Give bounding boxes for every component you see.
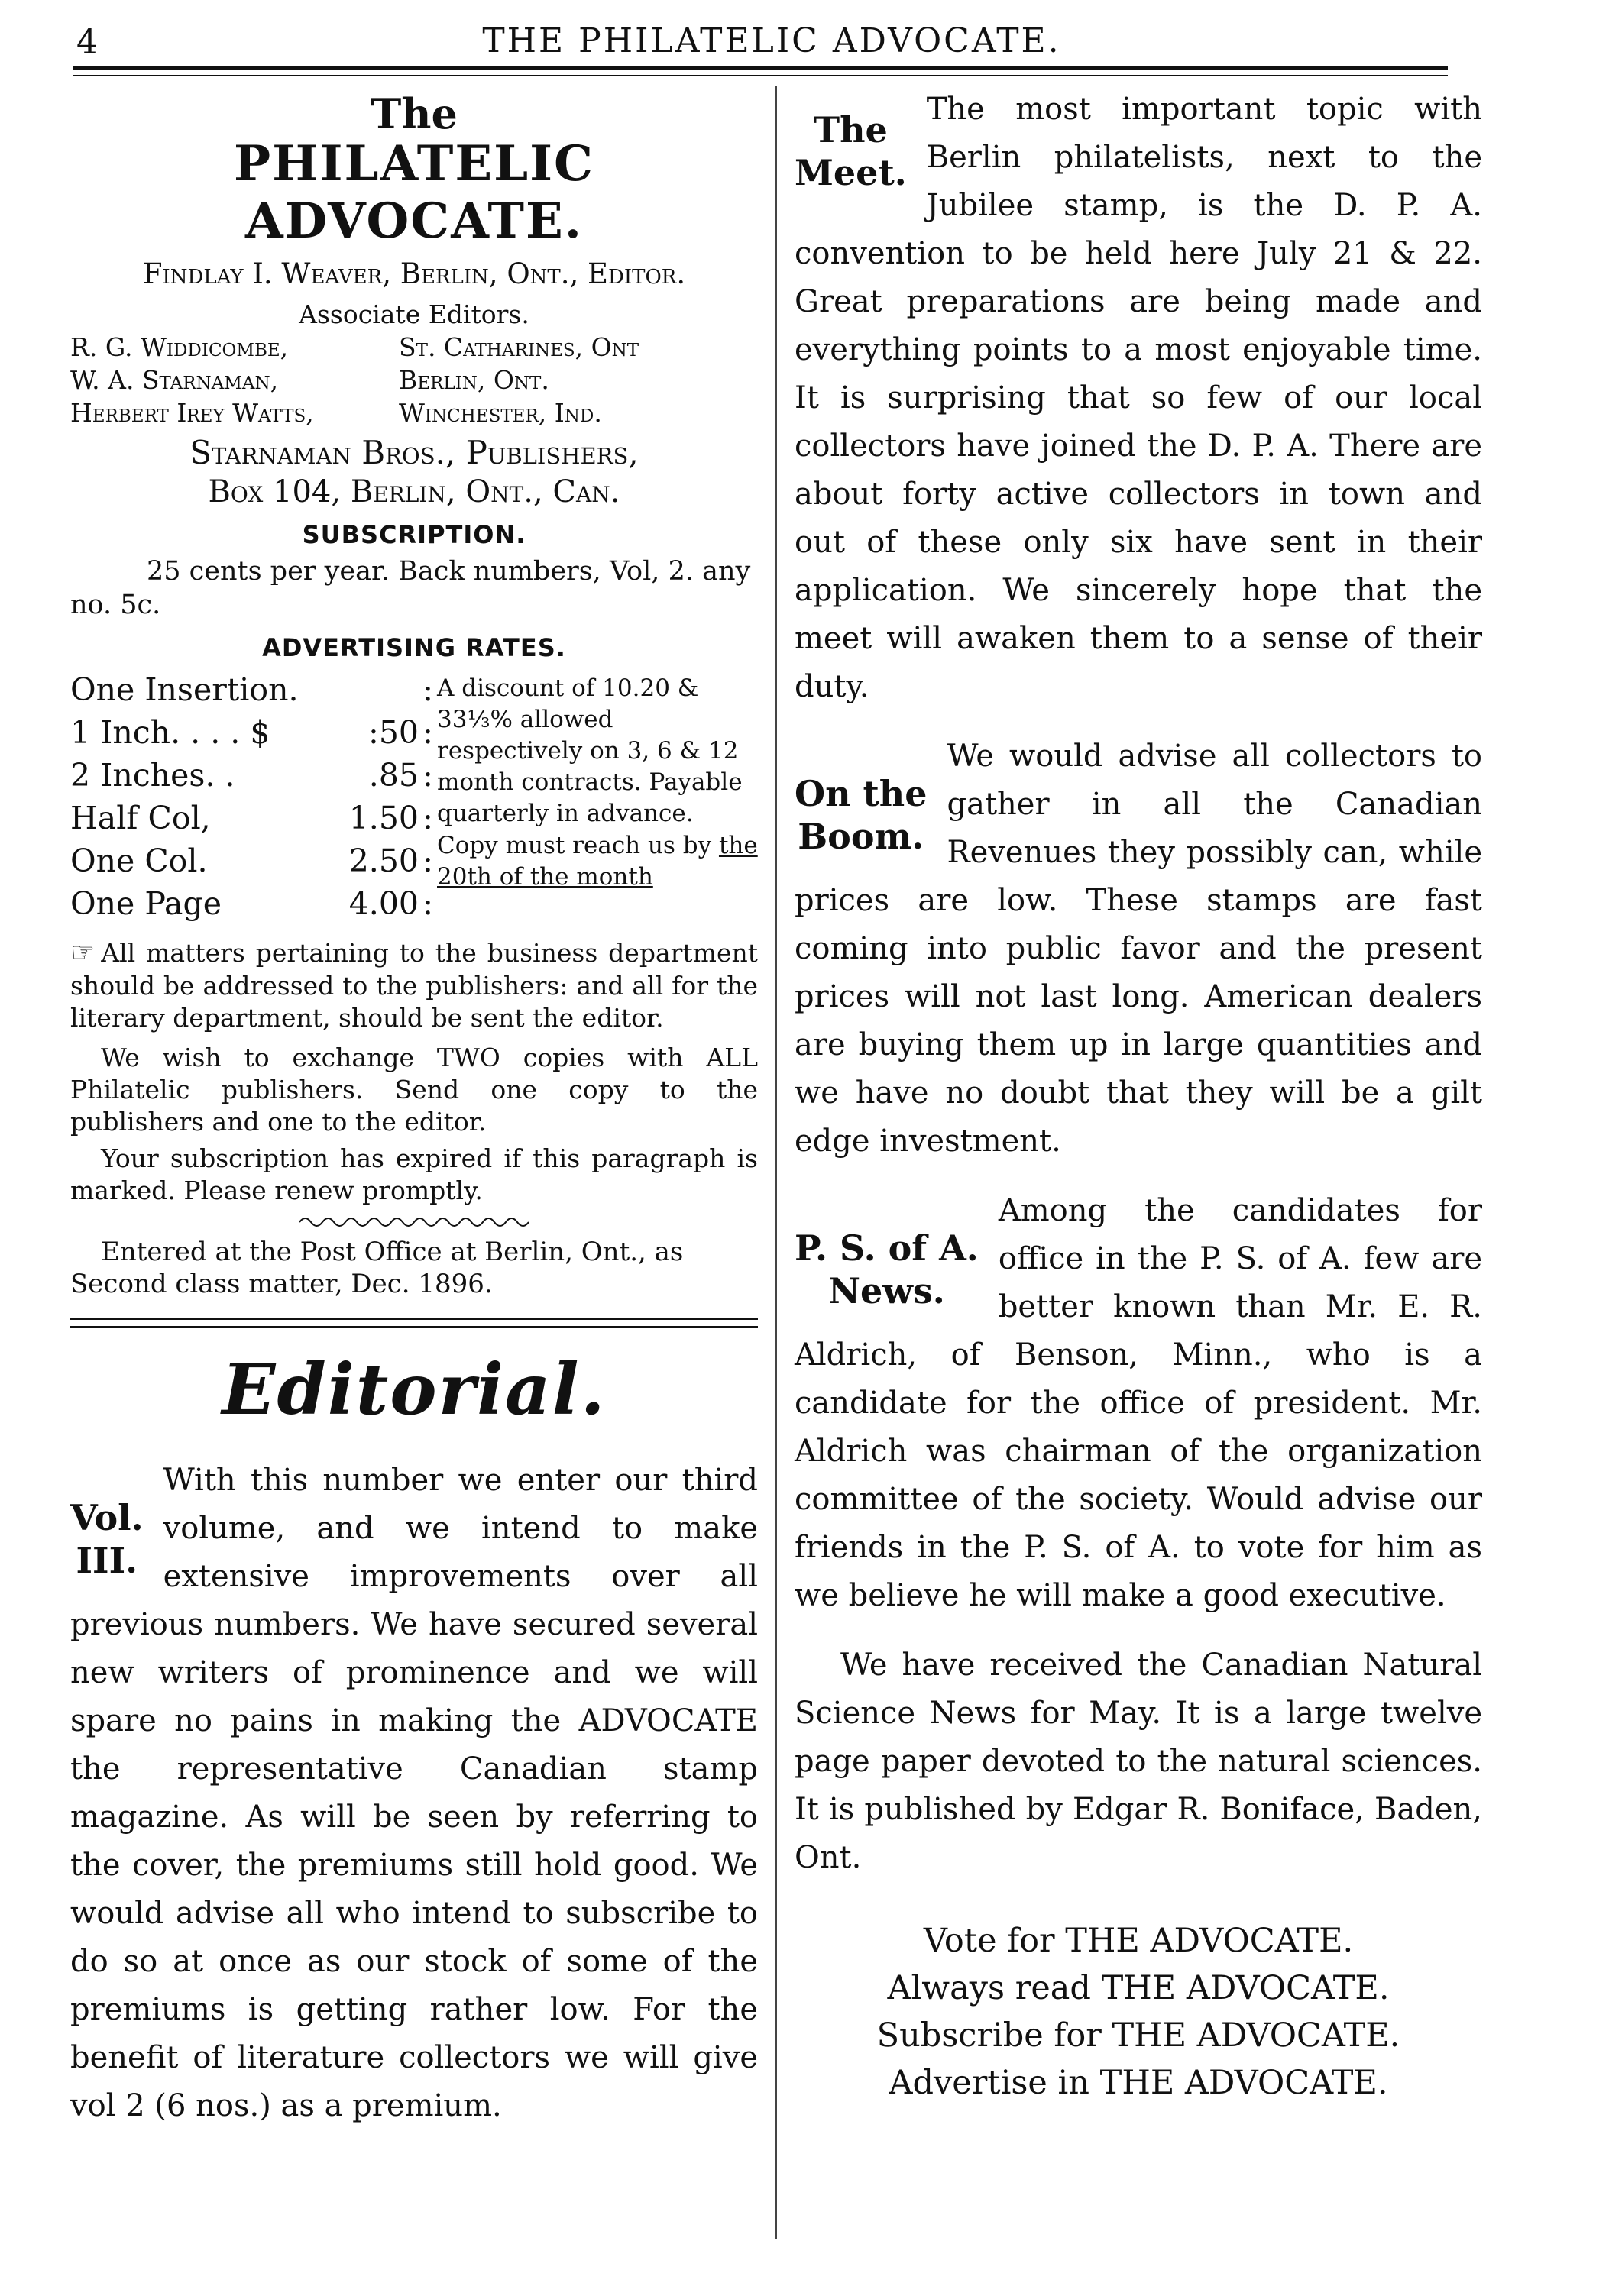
associate-place: Winchester, Ind. <box>399 398 602 428</box>
vote-line: Advertise in THE ADVOCATE. <box>889 2064 1388 2102</box>
running-title: THE PHILATELIC ADVOCATE. <box>482 21 1061 60</box>
associate-place: St. Catharines, Ont <box>399 332 639 362</box>
associate-name: R. G. Widdicombe, <box>70 332 289 362</box>
rate-row <box>70 882 437 925</box>
vote-line: Always read THE ADVOCATE. <box>887 1969 1390 2007</box>
rate-row <box>70 754 437 797</box>
business-notice-text: All matters pertaining to the business department should be addressed to the publishers: and all for the literary department, should be sent the editor. <box>70 937 758 1033</box>
associate-place: Berlin, Ont. <box>399 365 549 395</box>
associate-row <box>70 365 758 395</box>
entered-notice: Entered at the Post Office at Berlin, Ont., as Second class matter, Dec. 1896. <box>70 1236 684 1300</box>
masthead-the: The <box>371 89 458 138</box>
psa-text: Among the candidates for office in the P. S. of A. few are better known than Mr. E. R. Aldrich, of Benson, Minn., who is a candidate for the office of president. Mr. Aldrich was chairman of the organization committee of the society. Would advise our friends in the P. S. of A. to vote for him as we believe he will make a good executive. <box>795 1193 1482 1613</box>
side-heading-line: P. S. of A. <box>795 1227 979 1269</box>
publishers-line: Starnaman Bros., Publishers, <box>189 434 639 471</box>
rate-label: Half Col, <box>70 799 211 836</box>
rate-row <box>70 668 437 711</box>
editorial-text: With this number we enter our third volume, and we intend to make extensive improvements over all previous numbers. We have secured several new writers of prominence and we will spare no pains in making the ADVOCATE the representative Canadian stamp magazine. As will be seen by referring to the cover, the premiums still hold good. We would advise all who intend to subscribe to do so at once as our stock of some of the premiums is getting rather low. For the benefit of literature collectors we will give vol 2 (6 nos.) as a premium. <box>70 1462 758 2123</box>
rate-separator: : <box>422 671 433 708</box>
psa-side-heading <box>795 1227 979 1312</box>
rate-note <box>437 673 758 925</box>
vote-line: Vote for THE ADVOCATE. <box>923 1922 1354 1960</box>
canadian-news-paragraph: We have received the Canadian Natural Science News for May. It is a large twelve page paper devoted to the natural sciences. It is published by Edgar R. Boniface, Baden, Ont. <box>795 1648 1482 1875</box>
rate-note-text: A discount of 10.20 & 33⅓% allowed respectively on 3, 6 & 12 month contracts. Payable quarterly in advance. Copy must reach us by <box>437 674 743 859</box>
advertising-heading: ADVERTISING RATES. <box>262 632 566 662</box>
rate-price: :50 <box>368 713 419 751</box>
editor-line: Findlay I. Weaver, Berlin, Ont., Editor. <box>142 257 686 290</box>
vote-lines <box>795 1917 1482 2107</box>
exchange-notice: We wish to exchange TWO copies with ALL Philatelic publishers. Send one copy to the publishers and one to the editor. <box>70 1043 758 1137</box>
rate-label: 2 Inches. . <box>70 756 235 794</box>
rate-row <box>70 839 437 882</box>
rate-price: 2.50 <box>348 842 419 879</box>
side-heading-line: Meet. <box>795 152 907 193</box>
left-column <box>70 86 758 2130</box>
editorial-side-heading <box>70 1496 144 1582</box>
section-rule <box>70 1318 758 1328</box>
rate-label: One Insertion. <box>70 671 299 708</box>
meet-side-heading <box>795 108 907 194</box>
rate-row <box>70 711 437 754</box>
rate-separator: : <box>422 842 433 879</box>
boom-text: We would advise all collectors to gather in all the Canadian Revenues they possibly can, while prices are low. These stamps are fast coming into public favor and the present prices will not last long. American dealers are buying them up in large quantities and we have no doubt that they will be a gilt edge investment. <box>795 739 1482 1159</box>
rate-separator: : <box>422 799 433 836</box>
subscription-heading: SUBSCRIPTION. <box>302 520 526 549</box>
pointing-hand-icon: ☞ <box>70 936 96 969</box>
rate-note-deadline: the 20th of the month <box>437 831 758 891</box>
boom-side-heading <box>795 772 928 858</box>
meet-article <box>795 86 1482 711</box>
psa-article <box>795 1187 1482 1620</box>
rate-label: One Page <box>70 884 222 922</box>
masthead-title: PHILATELIC ADVOCATE. <box>234 135 594 250</box>
column-divider <box>775 86 777 2239</box>
box-address: Box 104, Berlin, Ont., Can. <box>208 474 620 509</box>
side-heading-line: III. <box>76 1539 138 1581</box>
rate-price: 4.00 <box>348 884 419 922</box>
side-heading-line: On the <box>795 773 928 814</box>
ornamental-squiggle <box>299 1214 529 1230</box>
rate-separator: : <box>422 713 433 751</box>
rate-price: .85 <box>368 756 419 794</box>
associate-row <box>70 332 758 362</box>
rate-separator: : <box>422 756 433 794</box>
meet-text: The most important topic with Berlin philatelists, next to the Jubilee stamp, is the D. P. A. convention to be held here July 21 & 22. Great preparations are being made and everything points to a most enjoyable time. It is surprising that so few of our local collectors have joined the D. P. A. There are about forty active collectors in town and out of these only six have sent in their application. We sincerely hope that the meet will awaken them to a sense of their duty. <box>795 92 1482 704</box>
boom-article <box>795 732 1482 1166</box>
side-heading-line: Vol. <box>70 1496 144 1538</box>
side-heading-line: News. <box>827 1270 945 1311</box>
editorial-heading: Editorial. <box>222 1347 607 1431</box>
rate-price: 1.50 <box>348 799 419 836</box>
side-heading-line: Boom. <box>798 816 924 857</box>
rates-table <box>70 668 758 925</box>
rate-label: 1 Inch. . . . $ <box>70 713 270 751</box>
business-notice <box>70 936 758 1035</box>
rate-separator: : <box>422 884 433 922</box>
header-rule <box>73 66 1448 70</box>
associate-name: W. A. Starnaman, <box>70 365 279 395</box>
side-heading-line: The <box>813 109 888 150</box>
associate-row <box>70 398 758 428</box>
editorial-body <box>70 1457 758 2130</box>
rate-list <box>70 668 437 925</box>
header-rule-thin <box>73 75 1448 76</box>
right-column <box>795 86 1482 2107</box>
page-number: 4 <box>76 23 98 62</box>
associate-editors-heading: Associate Editors. <box>299 299 529 329</box>
associate-name: Herbert Irey Watts, <box>70 398 314 428</box>
subscription-text: 25 cents per year. Back numbers, Vol, 2. any no. 5c. <box>70 556 751 620</box>
expired-notice: Your subscription has expired if this paragraph is marked. Please renew promptly. <box>70 1143 758 1205</box>
rate-row <box>70 797 437 839</box>
rate-label: One Col. <box>70 842 208 879</box>
vote-line: Subscribe for THE ADVOCATE. <box>876 2016 1400 2055</box>
